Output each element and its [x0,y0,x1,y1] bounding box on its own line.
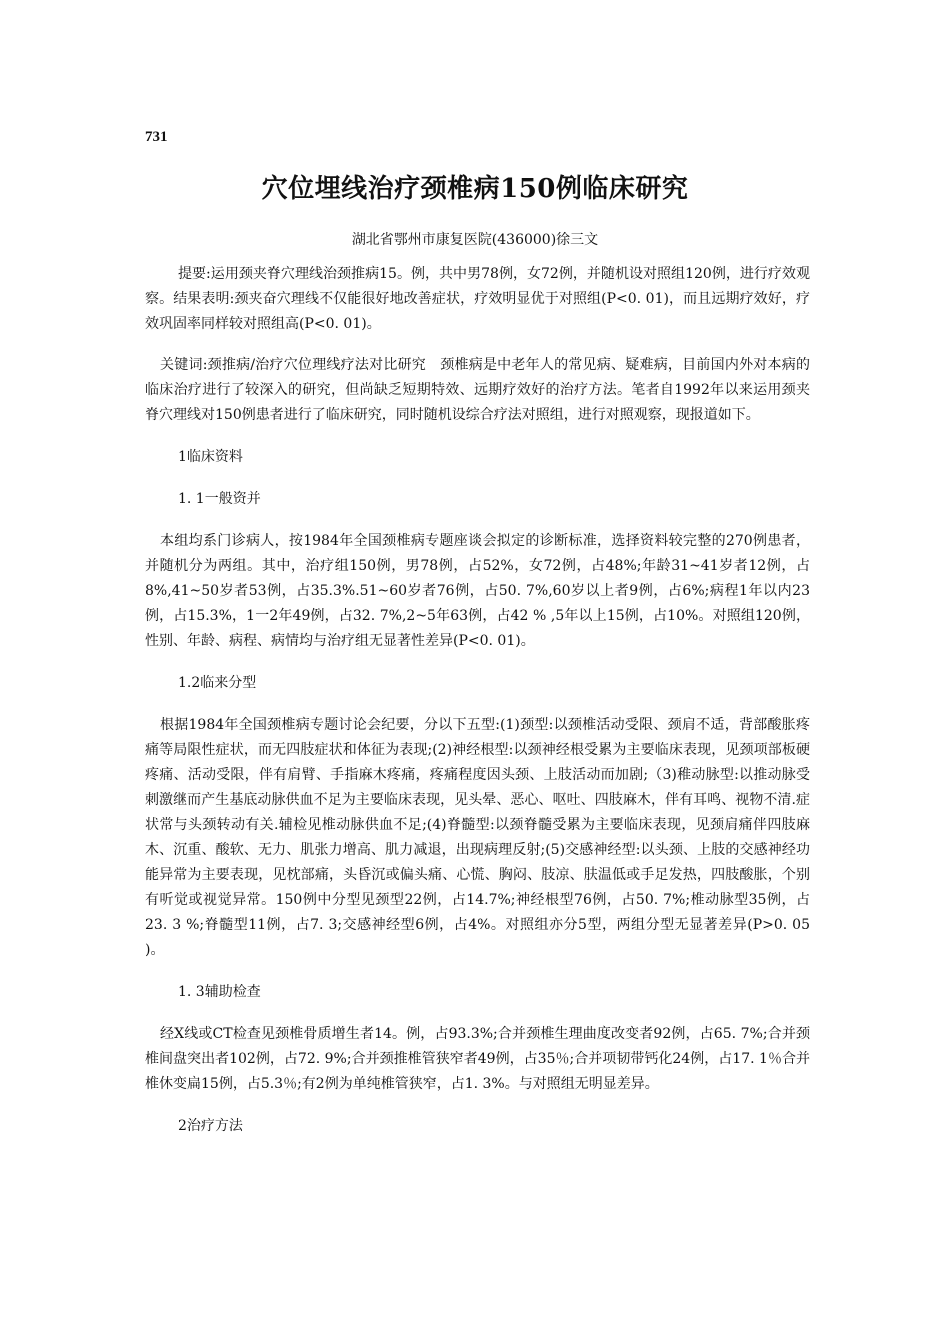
section-heading-1-1: 1. 1一般资并 [178,491,261,507]
section-heading-1-3: 1. 3辅助检查 [178,984,261,1000]
section-heading-1: 1临床资料 [178,449,243,465]
page-number: 731 [145,129,168,145]
section-1-1-paragraph: 本组均系门诊病人，按1984年全国颈椎病专题座谈会拟定的诊断标准，选择资料较完整的270例患者，并随机分为两组。其中，治疗组150例，男78例，占52%，女72例，占48%;年龄31~41岁者12例，占8%,41~50岁者53例，占35.3%.51~60岁者76例，占50. 7%,60岁以上者9例，占6%;病程1年以内23例，占15.3%，1一2年49例，占32. 7%,2~5年63例，占42 % ,5年以上15例，占10%。对照组120例，性别、年龄、病程、病情均与治疗组无显著性差异(P<0. 01)。 [145,533,810,649]
section-1-2-paragraph: 根据1984年全国颈椎病专题讨论会纪要，分以下五型:(1)颈型:以颈椎活动受限、颈肩不适，背部酸胀疼痛等局限性症状，而无四肢症状和体征为表现;(2)神经根型:以颈神经根受累为主要临床表现，见颈项部板硬疼痛、活动受限，伴有肩臂、手指麻木疼痛，疼痛程度因头颈、上肢活动而加剧;（3)稚动脉型:以推动脉受刺激继而产生基底动脉供血不足为主要临床表现，见头晕、恶心、呕吐、四肢麻木，伴有耳鸣、视物不清.症状常与头颈转动有关.辅检见椎动脉供血不足;(4)脊髓型:以颈脊髓受累为主要临床表现，见颈肩痛伴四肢麻木、沉重、酸软、无力、肌张力增高、肌力减退，出现病理反射;(5)交感神经型:以头颈、上肢的交感神经功能异常为主要表现，见枕部痛，头昏沉或偏头痛、心慌、胸闷、肢凉、肤温低或手足发热，四肢酸胀，个别有听觉或视觉异常。150例中分型见颈型22例，占14.7%;神经根型76例，占50. 7%;椎动脉型35例，占23. 3 %;脊髓型11例，占7. 3;交感神经型6例，占4%。对照组亦分5型，两组分型无显著差异(P>0. 05 )。 [145,717,810,958]
section-heading-2: 2治疗方法 [178,1118,243,1134]
article-body [145,262,810,1156]
author-affiliation: 湖北省鄂州市康复医院(436000)徐三文 [351,232,599,248]
keywords-intro-paragraph: 关键词:颈推病/治疗穴位理线疗法对比研究 颈椎病是中老年人的常见病、疑难病，目前国内外对本病的临床治疗进行了较深入的研究，但尚缺乏短期特效、远期疗效好的治疗方法。笔者自1992年以来运用颈夹脊穴理线对150例患者进行了临床研究，同时随机设综合疗法对照组，进行对照观察，现报道如下。 [145,357,810,423]
article-title: 穴位埋线治疗颈椎病150例临床研究 [261,174,689,204]
abstract-paragraph: 提要:运用颈夹脊穴理线治颈推病15。例，共中男78例，女72例，并随机设对照组120例，进行疗效观察。结果表明:颈夹奋穴理线不仅能很好地改善症状，疗效明显优于对照组(P<0. 01)，而且远期疗效好，疗效巩固率同样较对照组高(P<0. 01)。 [145,266,810,332]
section-heading-1-2: 1.2临来分型 [178,675,257,691]
section-1-3-paragraph: 经X线或CT检查见颈椎骨质增生者14。例，占93.3%;合并颈椎生理曲度改变者92例，占65. 7%;合并颈椎间盘突出者102例，占72. 9%;合并颈推椎管狭窄者49例，占35％;合并项韧带钙化24例，占17. 1％合并椎休变扁15例，占5.3％;有2例为单纯椎管狭窄，占1. 3%。与对照组无明显差异。 [145,1026,810,1092]
